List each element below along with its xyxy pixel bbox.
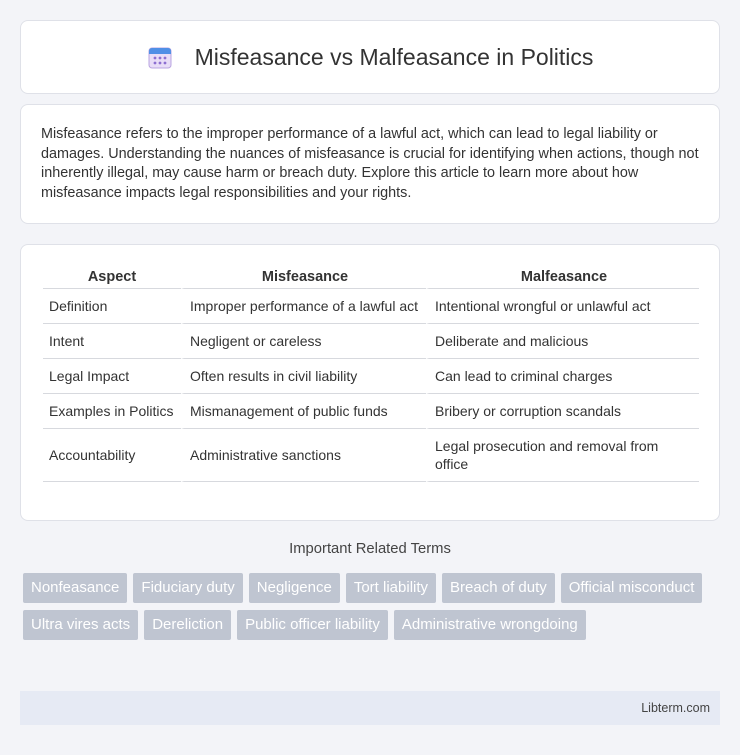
column-header-misfeasance: Misfeasance (181, 265, 426, 289)
table-row (43, 394, 699, 429)
related-term-tag[interactable]: Nonfeasance (23, 573, 127, 603)
column-header-malfeasance: Malfeasance (426, 265, 699, 289)
table-cell: Negligent or careless (181, 324, 426, 359)
table-cell: Examples in Politics (43, 394, 181, 429)
table-header-row (43, 265, 699, 289)
table-cell: Legal Impact (43, 359, 181, 394)
footer (20, 691, 720, 725)
table-row (43, 289, 699, 324)
related-term-tag[interactable]: Official misconduct (561, 573, 703, 603)
related-term-tag[interactable]: Administrative wrongdoing (394, 610, 586, 640)
comparison-table (43, 265, 699, 482)
table-row (43, 429, 699, 482)
intro-paragraph: Misfeasance refers to the improper performance of a lawful act, which can lead to legal liability or damages. Understanding the nuances of misfeasance is crucial for identifying when actions, though not inherently illegal, may cause harm or breach duty. Explore this article to learn more about how misfeasance impacts legal responsibilities and your rights. (41, 126, 699, 201)
column-header-aspect: Aspect (43, 265, 181, 289)
related-term-tag[interactable]: Negligence (249, 573, 340, 603)
table-cell: Improper performance of a lawful act (181, 289, 426, 324)
table-row (43, 359, 699, 394)
table-cell: Can lead to criminal charges (426, 359, 699, 394)
related-term-tag[interactable]: Fiduciary duty (133, 573, 242, 603)
table-row (43, 324, 699, 359)
related-term-tag[interactable]: Public officer liability (237, 610, 388, 640)
calendar-icon (147, 44, 173, 70)
table-cell: Legal prosecution and removal from office (426, 429, 699, 482)
comparison-table-card (20, 244, 720, 521)
table-cell: Often results in civil liability (181, 359, 426, 394)
related-term-tag[interactable]: Dereliction (144, 610, 231, 640)
related-terms-list (23, 573, 723, 640)
table-cell: Intent (43, 324, 181, 359)
table-cell: Mismanagement of public funds (181, 394, 426, 429)
table-cell: Accountability (43, 429, 181, 482)
intro-card (20, 104, 720, 224)
table-cell: Deliberate and malicious (426, 324, 699, 359)
related-term-tag[interactable]: Ultra vires acts (23, 610, 138, 640)
footer-site-link[interactable]: Libterm.com (641, 701, 710, 715)
page-title: Misfeasance vs Malfeasance in Politics (194, 43, 594, 70)
table-cell: Administrative sanctions (181, 429, 426, 482)
related-terms-title: Important Related Terms (289, 541, 451, 557)
header-card (20, 20, 720, 94)
related-term-tag[interactable]: Tort liability (346, 573, 436, 603)
table-cell: Bribery or corruption scandals (426, 394, 699, 429)
table-cell: Intentional wrongful or unlawful act (426, 289, 699, 324)
table-cell: Definition (43, 289, 181, 324)
related-term-tag[interactable]: Breach of duty (442, 573, 555, 603)
